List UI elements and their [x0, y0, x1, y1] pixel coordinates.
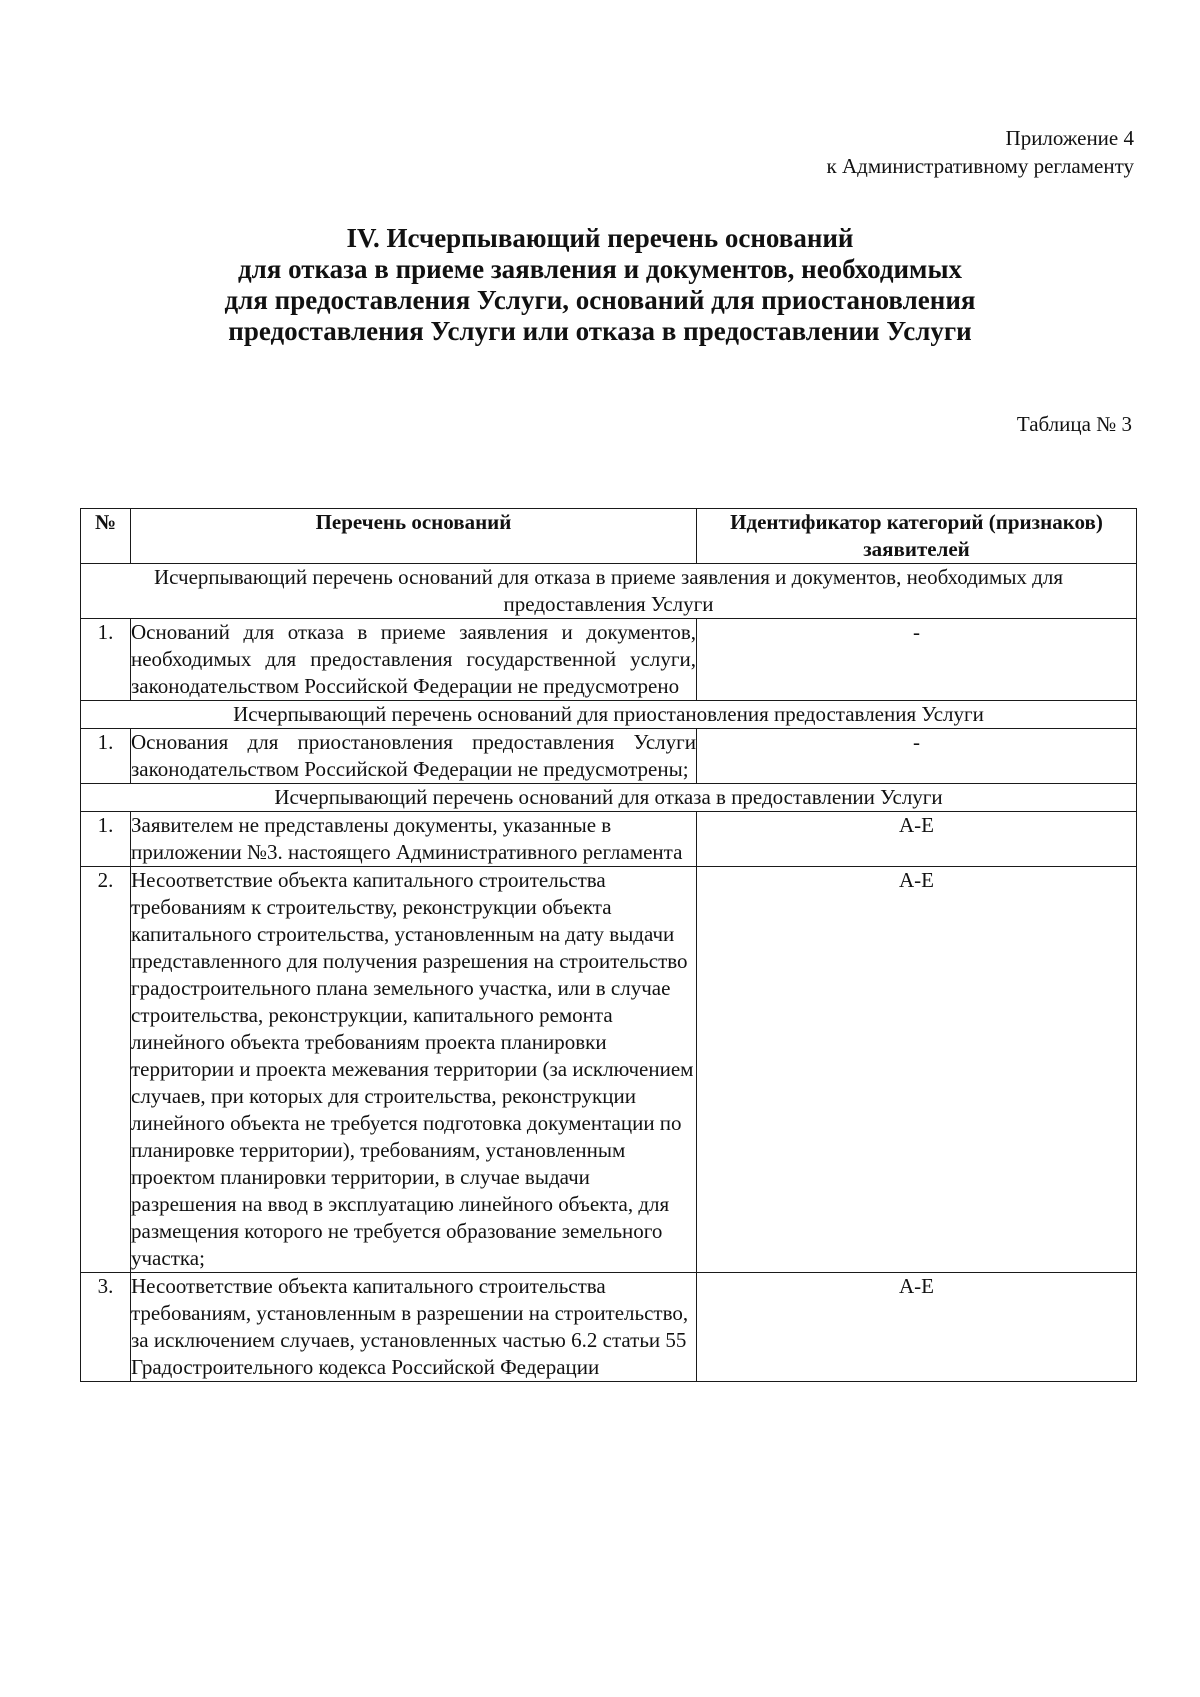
- row-applicant-category: А-Е: [697, 867, 1137, 1273]
- row-number: 1.: [81, 729, 131, 784]
- header-number: №: [81, 509, 131, 564]
- table-row: [81, 812, 1137, 867]
- table-header-row: [81, 509, 1137, 564]
- title-line-3: для предоставления Услуги, оснований для приостановления: [224, 285, 976, 315]
- table-row: [81, 619, 1137, 701]
- appendix-number: Приложение 4: [1005, 126, 1134, 150]
- row-basis: Несоответствие объекта капитального строительства требованиям, установленным в разрешении на строительство, за исключением случаев, установленных частью 6.2 статьи 55 Градостроительного кодекса Российской Федерации: [131, 1273, 697, 1382]
- header-basis-list: Перечень оснований: [131, 509, 697, 564]
- grounds-table: [80, 508, 1137, 1382]
- section-title-reception-refusal: Исчерпывающий перечень оснований для отказа в приеме заявления и документов, необходимых для предоставления Услуги: [81, 564, 1137, 619]
- row-applicant-category: -: [697, 619, 1137, 701]
- title-line-4: предоставления Услуги или отказа в предоставлении Услуги: [228, 316, 972, 346]
- row-number: 3.: [81, 1273, 131, 1382]
- title-line-2: для отказа в приеме заявления и документов, необходимых: [237, 254, 963, 284]
- header-applicant-category: Идентификатор категорий (признаков) заявителей: [697, 509, 1137, 564]
- section-title-suspension: Исчерпывающий перечень оснований для приостановления предоставления Услуги: [81, 701, 1137, 729]
- section-row: [81, 701, 1137, 729]
- section-row: [81, 784, 1137, 812]
- row-number: 1.: [81, 812, 131, 867]
- section-title-service-refusal: Исчерпывающий перечень оснований для отказа в предоставлении Услуги: [81, 784, 1137, 812]
- section-row: [81, 564, 1137, 619]
- appendix-reference: [827, 124, 1134, 180]
- row-applicant-category: -: [697, 729, 1137, 784]
- appendix-target: к Административному регламенту: [826, 154, 1134, 178]
- row-number: 2.: [81, 867, 131, 1273]
- row-basis: Оснований для отказа в приеме заявления и документов, необходимых для предоставления государственной услуги, законодательством Российской Федерации не предусмотрено: [131, 619, 697, 701]
- table-row: [81, 729, 1137, 784]
- row-basis: Основания для приостановления предоставления Услуги законодательством Российской Федерации не предусмотрены;: [131, 729, 697, 784]
- row-basis: Заявителем не представлены документы, указанные в приложении №3. настоящего Административного регламента: [131, 812, 697, 867]
- table-row: [81, 1273, 1137, 1382]
- title-line-1: IV. Исчерпывающий перечень оснований: [346, 223, 854, 253]
- table-row: [81, 867, 1137, 1273]
- row-number: 1.: [81, 619, 131, 701]
- table-label: Таблица № 3: [1016, 412, 1132, 436]
- row-basis: Несоответствие объекта капитального строительства требованиям к строительству, реконструкции объекта капитального строительства, установленным на дату выдачи представленного для получения разрешения на строительство градостроительного плана земельного участка, или в случае строительства, реконструкции, капитального ремонта линейного объекта требованиям проекта планировки территории и проекта межевания территории (за исключением случаев, при которых для строительства, реконструкции линейного объекта не требуется подготовка документации по планировке территории), требованиям, установленным проектом планировки территории, в случае выдачи разрешения на ввод в эксплуатацию линейного объекта, для размещения которого не требуется образование земельного участка;: [131, 867, 697, 1273]
- row-applicant-category: А-Е: [697, 812, 1137, 867]
- row-applicant-category: А-Е: [697, 1273, 1137, 1382]
- document-title: [120, 223, 1080, 347]
